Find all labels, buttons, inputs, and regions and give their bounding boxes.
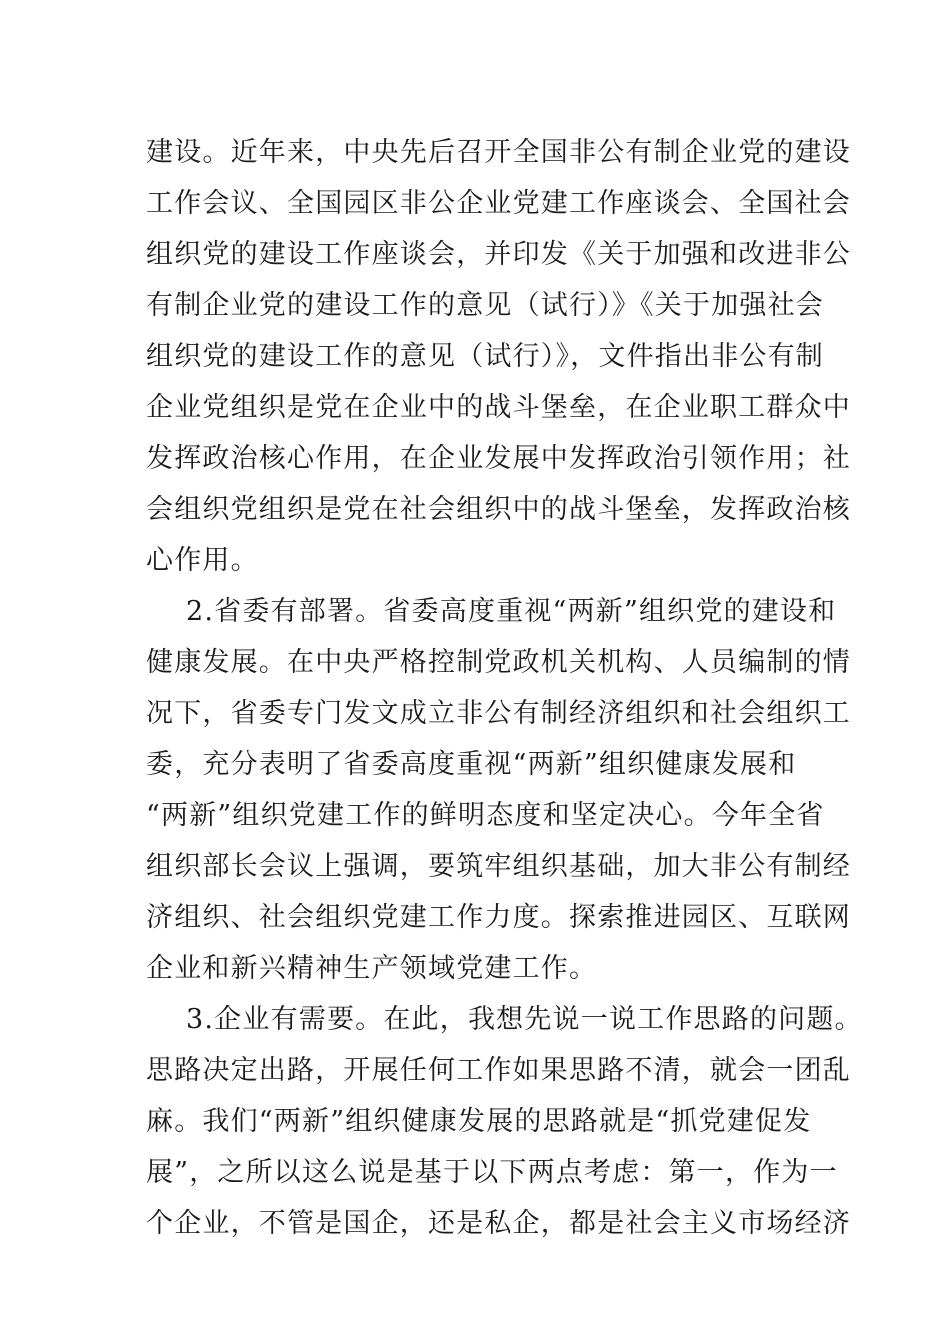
paragraph-2 [146,586,851,994]
text-line: 会组织党组织是党在社会组织中的战斗堡垒，发挥政治核 [146,494,851,525]
document-body [146,127,863,1249]
text-line: 委，充分表明了省委高度重视“两新”组织健康发展和 [146,749,797,780]
text-line: 企业党组织是党在企业中的战斗堡垒，在企业职工群众中 [146,392,851,423]
text-line: 况下，省委专门发文成立非公有制经济组织和社会组织工 [146,698,851,729]
text-line: 工作会议、全国园区非公企业党建工作座谈会、全国社会 [146,188,851,219]
text-line: 发挥政治核心作用，在企业发展中发挥政治引领作用；社 [146,443,851,474]
text-line: 麻。我们“两新”组织健康发展的思路就是“抓党建促发 [146,1106,812,1137]
text-line: 健康发展。在中央严格控制党政机关机构、人员编制的情 [146,647,851,678]
text-line: “两新”组织党建工作的鲜明态度和坚定决心。今年全省 [146,800,825,831]
text-line: 组织党的建设工作座谈会，并印发《关于加强和改进非公 [146,239,851,270]
text-line: 企业和新兴精神生产领域党建工作。 [146,953,598,984]
text-line: 建设。近年来，中央先后召开全国非公有制企业党的建设 [146,137,851,168]
text-line: 展”，之所以这么说是基于以下两点考虑：第一，作为一 [146,1157,838,1188]
text-line: 心作用。 [146,545,259,576]
text-line-first: 2.省委有部署。省委高度重视“两新”组织党的建设和 [186,596,837,627]
paragraph-3 [146,994,863,1249]
text-line: 有制企业党的建设工作的意见（试行）》《关于加强社会 [146,290,824,321]
text-line: 个企业，不管是国企，还是私企，都是社会主义市场经济 [146,1208,851,1239]
paragraph-1 [146,127,851,586]
text-line: 组织部长会议上强调，要筑牢组织基础，加大非公有制经 [146,851,851,882]
text-line: 思路决定出路，开展任何工作如果思路不清，就会一团乱 [146,1055,851,1086]
text-line: 济组织、社会组织党建工作力度。探索推进园区、互联网 [146,902,851,933]
text-line-first: 3.企业有需要。在此，我想先说一说工作思路的问题。 [186,1004,863,1035]
text-line: 组织党的建设工作的意见（试行）》，文件指出非公有制 [146,341,824,372]
